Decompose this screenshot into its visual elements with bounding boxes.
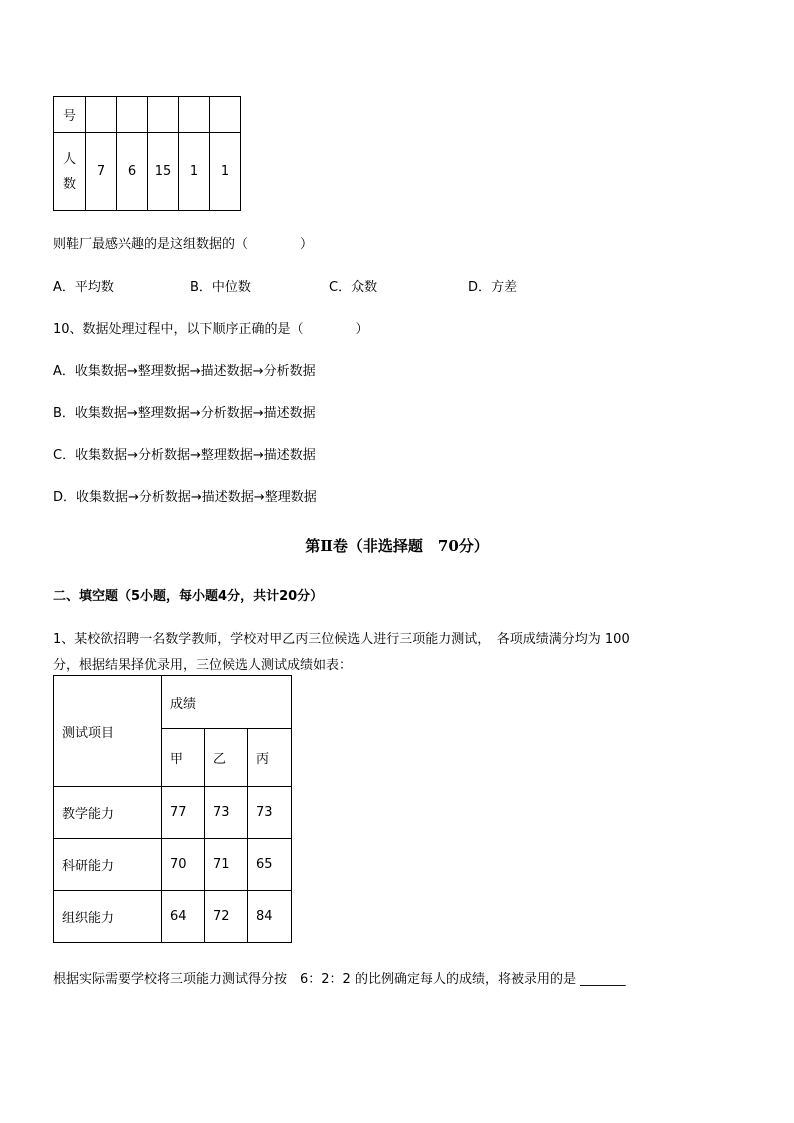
row-label — [63, 147, 76, 197]
table-header-cell: 成绩 — [162, 676, 292, 729]
table-row — [54, 787, 292, 839]
table-row — [54, 97, 241, 133]
table-cell: 7 — [86, 133, 117, 211]
table-cell: 1 — [179, 133, 210, 211]
table-cell: 70 — [162, 839, 205, 891]
table-cell: 73 — [205, 787, 248, 839]
table-row — [54, 839, 292, 891]
table-cell: 科研能力 — [54, 839, 162, 891]
table-cell: 号 — [54, 97, 86, 133]
option-c: C．众数 — [329, 280, 378, 295]
table-cell: 64 — [162, 891, 205, 943]
option-b: B．中位数 — [190, 280, 251, 295]
option-c: C．收集数据→分析数据→整理数据→描述数据 — [53, 448, 316, 463]
table-cell: 84 — [248, 891, 292, 943]
table-cell: 65 — [248, 839, 292, 891]
table-row — [54, 891, 292, 943]
table-cell: 77 — [162, 787, 205, 839]
section-subtitle: 二、填空题（5小题，每小题4分，共计20分） — [53, 589, 324, 604]
table-cell: 6 — [117, 133, 148, 211]
score-table — [53, 675, 292, 943]
question-stem: 则鞋厂最感兴趣的是这组数据的（ ） — [53, 237, 314, 252]
table-cell: 73 — [248, 787, 292, 839]
table-cell — [179, 97, 210, 133]
table-cell — [117, 97, 148, 133]
table-cell: 71 — [205, 839, 248, 891]
table-row — [54, 133, 241, 211]
table-cell: 组织能力 — [54, 891, 162, 943]
question-text: 根据实际需要学校将三项能力测试得分按 6：2：2 的比例确定每人的成绩，将被录用的是 _______ — [53, 972, 626, 987]
table-header-cell: 乙 — [205, 729, 248, 787]
option-d: D．收集数据→分析数据→描述数据→整理数据 — [53, 490, 317, 505]
option-a: A．收集数据→整理数据→描述数据→分析数据 — [53, 364, 316, 379]
table-cell: 15 — [148, 133, 179, 211]
table-cell — [54, 133, 86, 211]
table-cell: 1 — [210, 133, 241, 211]
table-cell — [148, 97, 179, 133]
question-stem: 10、数据处理过程中，以下顺序正确的是（ ） — [53, 322, 369, 337]
shoe-size-table — [53, 96, 241, 211]
option-a: A．平均数 — [53, 280, 114, 295]
table-cell: 72 — [205, 891, 248, 943]
question-stem-line: 分，根据结果择优录用，三位候选人测试成绩如表： — [53, 658, 353, 673]
table-header-cell: 测试项目 — [54, 676, 162, 787]
table-header-cell: 甲 — [162, 729, 205, 787]
table-header-cell: 丙 — [248, 729, 292, 787]
option-b: B．收集数据→整理数据→分析数据→描述数据 — [53, 406, 316, 421]
table-cell: 教学能力 — [54, 787, 162, 839]
table-cell — [210, 97, 241, 133]
row-label-line: 人 — [62, 151, 76, 167]
table-cell — [86, 97, 117, 133]
question-stem-line: 1、某校欲招聘一名数学教师，学校对甲乙丙三位候选人进行三项能力测试， 各项成绩满分均为 100 — [53, 632, 630, 647]
option-d: D．方差 — [468, 280, 518, 295]
row-label-line: 数 — [62, 176, 76, 192]
table-row — [54, 676, 292, 729]
section-title: 第Ⅱ卷（非选择题 70分） — [305, 537, 489, 555]
